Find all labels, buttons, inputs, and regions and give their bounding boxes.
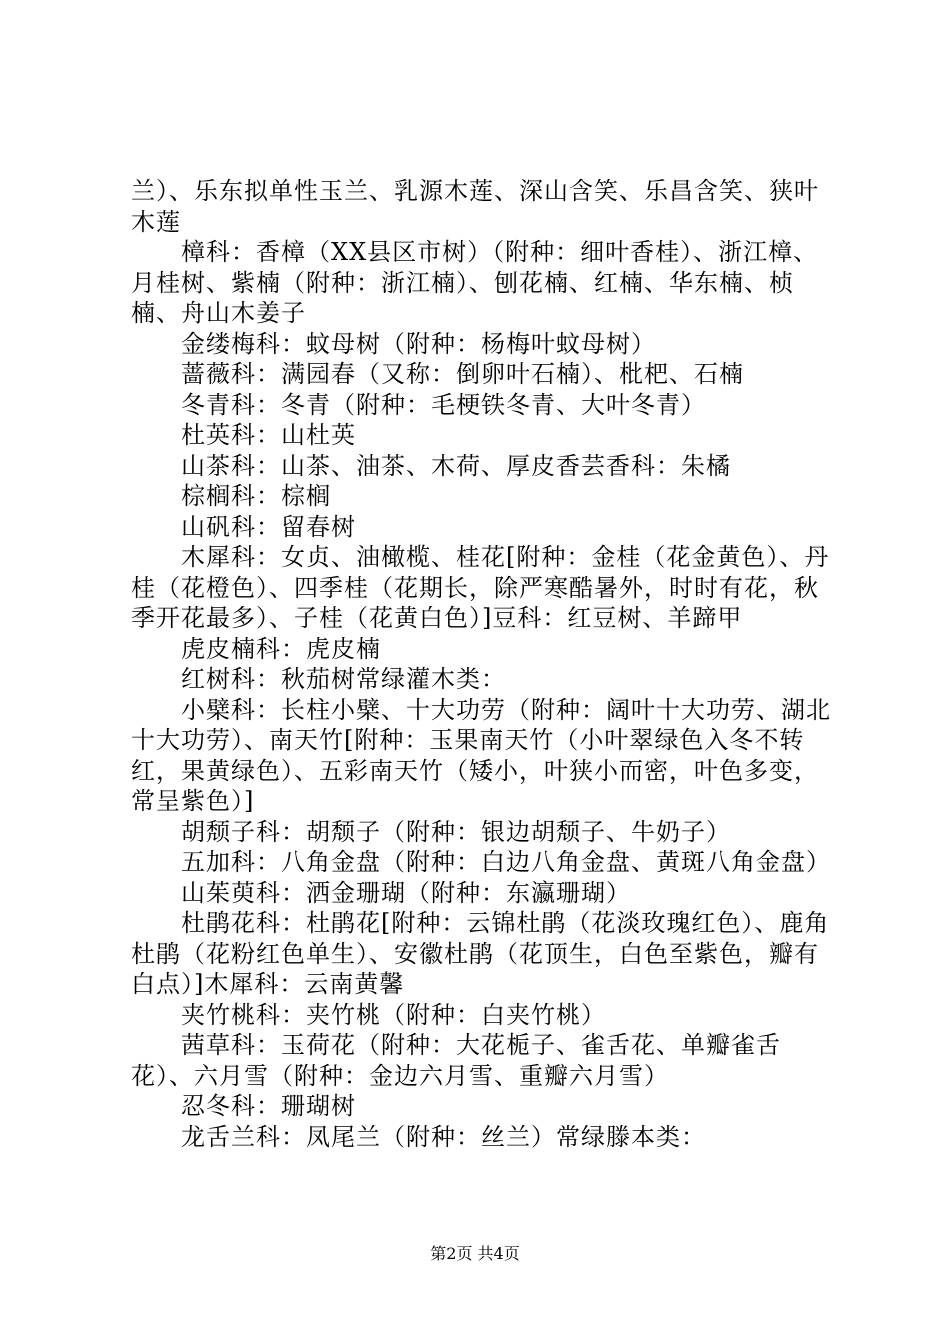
paragraph: 五加科：八角金盘（附种：白边八角金盘、黄斑八角金盘） [181,848,831,876]
paragraph: 虎皮楠科：虎皮楠 [181,634,381,663]
paragraph: 樟科：香樟（XX县区市树）（附种：细叶香桂）、浙江樟、月桂树、紫楠（附种：浙江楠）、刨花楠、红楠、华东楠、桢楠、舟山木姜子 [131,238,819,327]
paragraph: 冬青科：冬青（附种：毛梗铁冬青、大叶冬青） [181,390,706,419]
paragraph: 杜鹃花科：杜鹃花[附种：云锦杜鹃（花淡玫瑰红色）、鹿角杜鹃（花粉红色单生）、安徽杜鹃（花顶生，白色至紫色，瓣有白点）]木犀科：云南黄馨 [131,909,830,998]
paragraph: 木犀科：女贞、油橄榄、桂花[附种：金桂（花金黄色）、丹桂（花橙色）、四季桂（花期长，除严寒酷暑外，时时有花，秋季开花最多）、子桂（花黄白色）]豆科：红豆树、羊蹄甲 [131,543,830,632]
paragraph: 龙舌兰科：凤尾兰（附种：丝兰）常绿滕本类： [181,1122,706,1151]
paragraph: 棕榈科：棕榈 [181,482,331,510]
document-body [131,176,831,1152]
paragraph: 胡颓子科：胡颓子（附种：银边胡颓子、牛奶子） [181,817,731,846]
page-number: 第2页 共4页 [430,1244,520,1263]
paragraph: 蔷薇科：满园春（又称：倒卵叶石楠）、枇杷、石楠 [181,360,744,388]
paragraph: 茜草科：玉荷花（附种：大花栀子、雀舌花、单瓣雀舌花）、六月雪（附种：金边六月雪、重瓣六月雪） [131,1031,781,1090]
paragraph: 忍冬科：珊瑚树 [181,1092,356,1120]
paragraph: 山茶科：山茶、油茶、木荷、厚皮香芸香科：朱橘 [181,451,731,480]
paragraph: 小檗科：长柱小檗、十大功劳（附种：阔叶十大功劳、湖北十大功劳）、南天竹[附种：玉果南天竹（小叶翠绿色入冬不转红，果黄绿色）、五彩南天竹（矮小，叶狭小而密，叶色多变，常呈紫色）] [131,695,831,815]
paragraph: 杜英科：山杜英 [181,421,356,449]
paragraph: 兰）、乐东拟单性玉兰、乳源木莲、深山含笑、乐昌含笑、狭叶木莲 [131,177,819,236]
paragraph: 金缕梅科：蚊母树（附种：杨梅叶蚊母树） [181,329,656,358]
paragraph: 山茱萸科：洒金珊瑚（附种：东瀛珊瑚） [181,878,631,907]
paragraph: 山矾科：留春树 [181,512,356,541]
page-footer [0,1244,950,1264]
paragraph: 夹竹桃科：夹竹桃（附种：白夹竹桃） [181,1000,606,1029]
paragraph: 红树科：秋茄树常绿灌木类： [181,665,506,693]
